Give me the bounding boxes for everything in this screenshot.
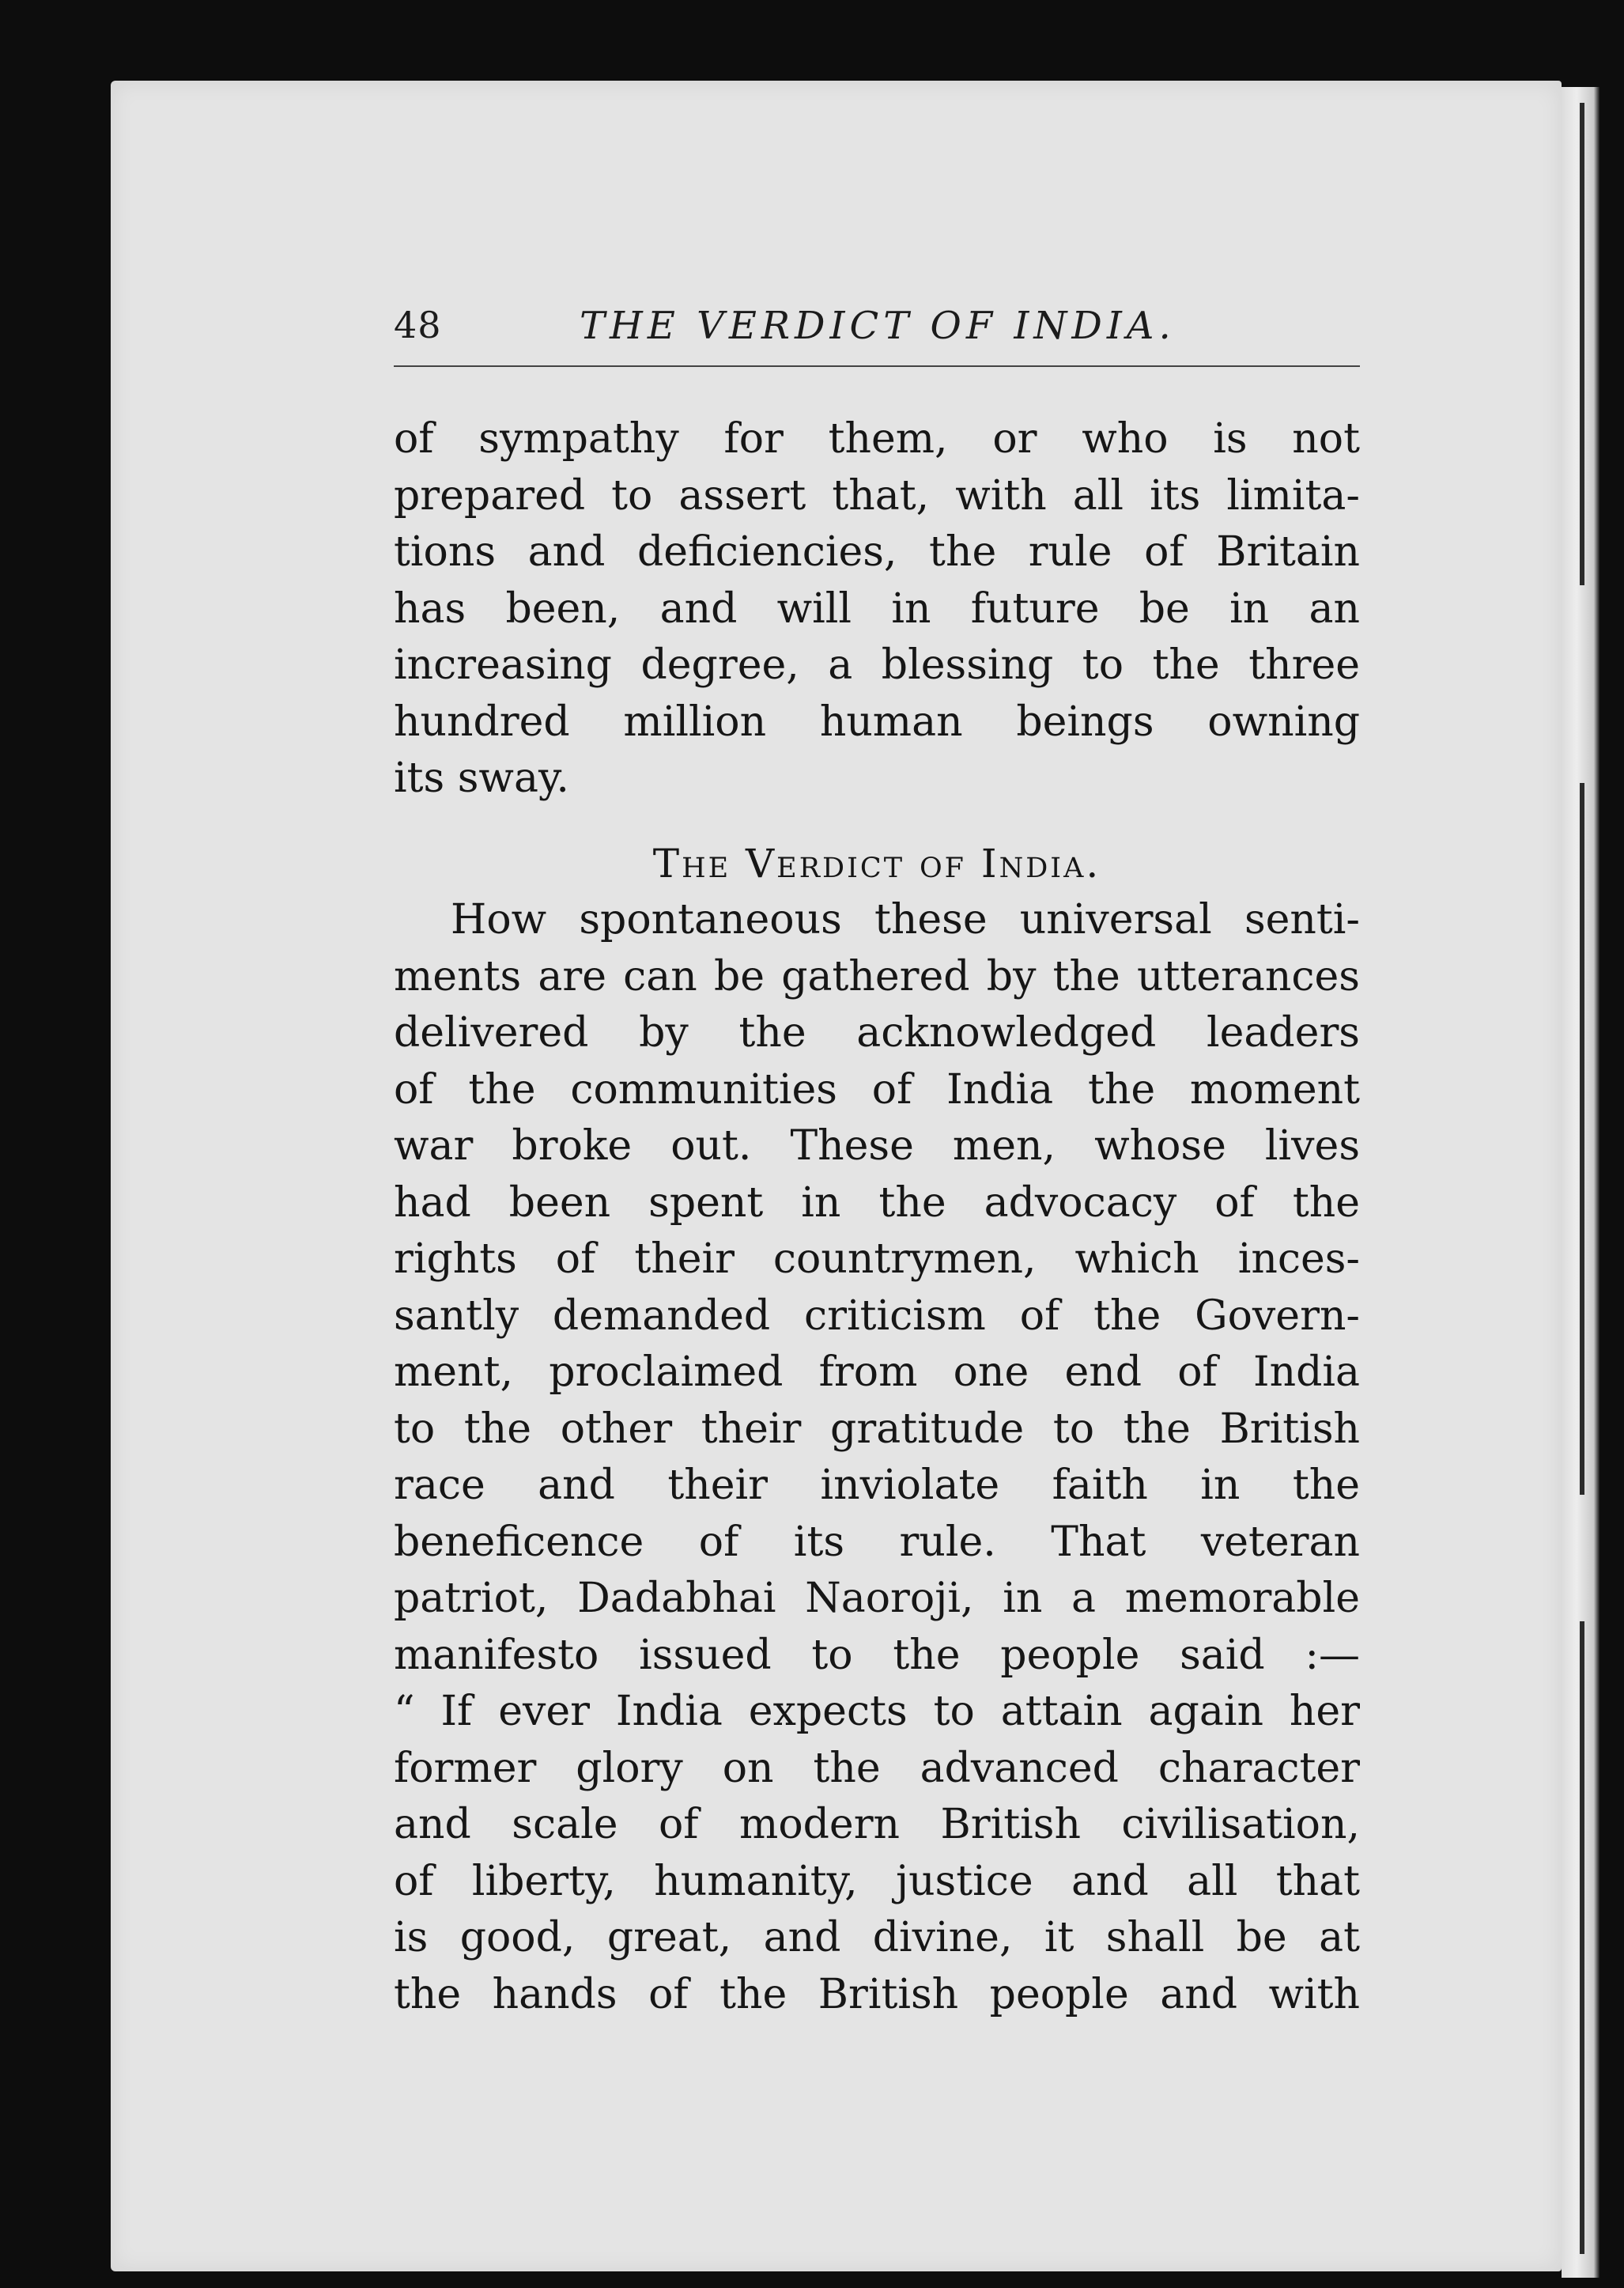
body-text [394, 411, 1360, 2023]
running-title: THE VERDICT OF INDIA. [580, 304, 1176, 348]
text-line: its sway. [394, 754, 569, 802]
spine-shadow [1580, 1621, 1584, 2254]
text-line: ments are can be gathered by the utterances [394, 952, 1360, 1000]
text-line: the hands of the British people and with [394, 1970, 1360, 2018]
text-line: and scale of modern British civilisation, [394, 1801, 1360, 1848]
text-line: beneficence of its rule. That veteran [394, 1518, 1360, 1566]
text-line: race and their inviolate faith in the [394, 1462, 1360, 1509]
text-line: former glory on the advanced character [394, 1744, 1360, 1792]
text-line: increasing degree, a blessing to the three [394, 641, 1360, 689]
text-line: had been spent in the advocacy of the [394, 1178, 1360, 1227]
text-line: war broke out. These men, whose lives [394, 1122, 1360, 1170]
paragraph-continued [394, 411, 1360, 807]
text-line: tions and deficiencies, the rule of Britain [394, 528, 1360, 576]
text-line: ment, proclaimed from one end of India [394, 1348, 1360, 1396]
text-line: How spontaneous these universal senti- [451, 896, 1360, 944]
spine-shadow [1580, 783, 1584, 1495]
text-line: of liberty, humanity, justice and all that [394, 1857, 1360, 1905]
section-heading: The Verdict of India. [652, 840, 1101, 887]
text-line: santly demanded criticism of the Govern- [394, 1291, 1360, 1340]
text-line: patriot, Dadabhai Naoroji, in a memorable [394, 1575, 1360, 1622]
text-line: to the other their gratitude to the British [394, 1405, 1360, 1453]
text-line: of the communities of India the moment [394, 1065, 1360, 1114]
running-head [394, 304, 1360, 359]
text-line: has been, and will in future be in an [394, 584, 1360, 633]
header-rule [394, 365, 1360, 367]
text-line: delivered by the acknowledged leaders [394, 1009, 1360, 1057]
text-line: “ If ever India expects to attain again her [394, 1688, 1360, 1735]
page-number: 48 [394, 304, 442, 346]
paragraph [394, 892, 1360, 2023]
spine-shadow [1580, 103, 1584, 585]
text-line: prepared to assert that, with all its limita- [394, 471, 1360, 520]
text-line: of sympathy for them, or who is not [394, 415, 1360, 463]
text-line: rights of their countrymen, which inces- [394, 1235, 1360, 1283]
text-line: hundred million human beings owning [394, 698, 1360, 746]
text-line: is good, great, and divine, it shall be at [394, 1914, 1360, 1961]
text-line: manifesto issued to the people said :— [394, 1631, 1360, 1679]
